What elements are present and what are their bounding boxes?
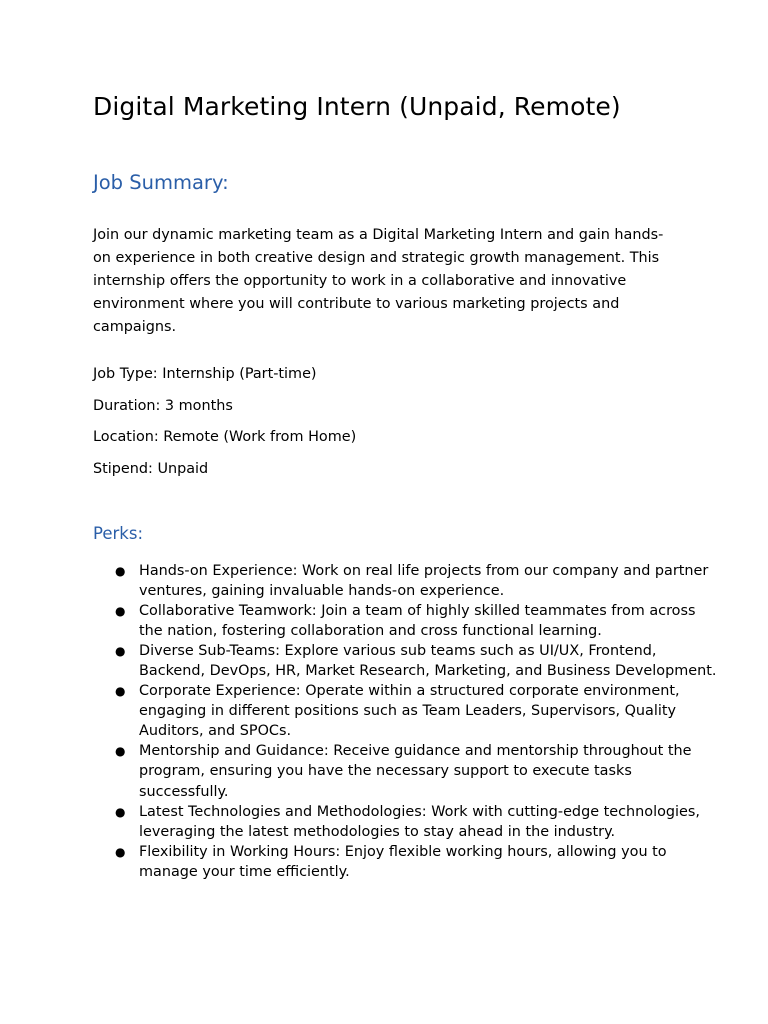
perk-text: Corporate Experience: Operate within a structured corporate environment, engaging in different positions such as Team Leaders, Supervisors, Quality Auditors, and SPOCs. — [139, 683, 680, 740]
perk-text: Flexibility in Working Hours: Enjoy flexible working hours, allowing you to manage your time efficiently. — [139, 843, 667, 880]
bullet-icon: ● — [115, 563, 126, 578]
perk-text: Collaborative Teamwork: Join a team of highly skilled teammates from across the nation, fostering collaboration and cross functional learning. — [139, 602, 696, 639]
perk-text: Mentorship and Guidance: Receive guidance and mentorship throughout the program, ensuring you have the necessary support to execute tasks successfully. — [139, 743, 692, 800]
bullet-icon: ● — [115, 643, 126, 658]
perk-item-technologies — [93, 802, 719, 842]
location-fact: Location: Remote (Work from Home) — [93, 429, 357, 445]
perk-text: Diverse Sub-Teams: Explore various sub teams such as UI/UX, Frontend, Backend, DevOps, HR, Market Research, Marketing, and Business Development. — [139, 642, 717, 679]
perk-text: Latest Technologies and Methodologies: Work with cutting-edge technologies, leveraging the latest methodologies to stay ahead in the industry. — [139, 803, 700, 840]
perk-item-corporate — [93, 681, 719, 741]
job-type-fact: Job Type: Internship (Part-time) — [93, 366, 317, 382]
perk-item-teamwork — [93, 601, 719, 641]
bullet-icon: ● — [115, 744, 126, 759]
perk-item-flexibility — [93, 842, 719, 882]
stipend-fact: Stipend: Unpaid — [93, 460, 209, 477]
perk-item-mentorship — [93, 741, 719, 801]
job-summary-text: Join our dynamic marketing team as a Digital Marketing Intern and gain hands-on experience in both creative design and strategic growth management. This internship offers the opportunity to work in a collaborative and innovative environment where you will contribute to various marketing projects and campaigns. — [93, 227, 664, 335]
perks-heading: Perks: — [93, 523, 144, 543]
page-title: Digital Marketing Intern (Unpaid, Remote) — [93, 92, 621, 121]
perk-item-hands-on — [93, 561, 719, 601]
job-summary-heading: Job Summary: — [93, 171, 229, 194]
bullet-icon: ● — [115, 844, 126, 859]
bullet-icon: ● — [115, 684, 126, 699]
bullet-icon: ● — [115, 804, 126, 819]
perks-list — [93, 561, 717, 883]
duration-fact: Duration: 3 months — [93, 397, 233, 414]
bullet-icon: ● — [115, 603, 126, 618]
perk-text: Hands-on Experience: Work on real life projects from our company and partner ventures, gaining invaluable hands-on experience. — [139, 562, 709, 599]
job-facts — [93, 364, 672, 479]
perk-item-sub-teams — [93, 641, 719, 681]
